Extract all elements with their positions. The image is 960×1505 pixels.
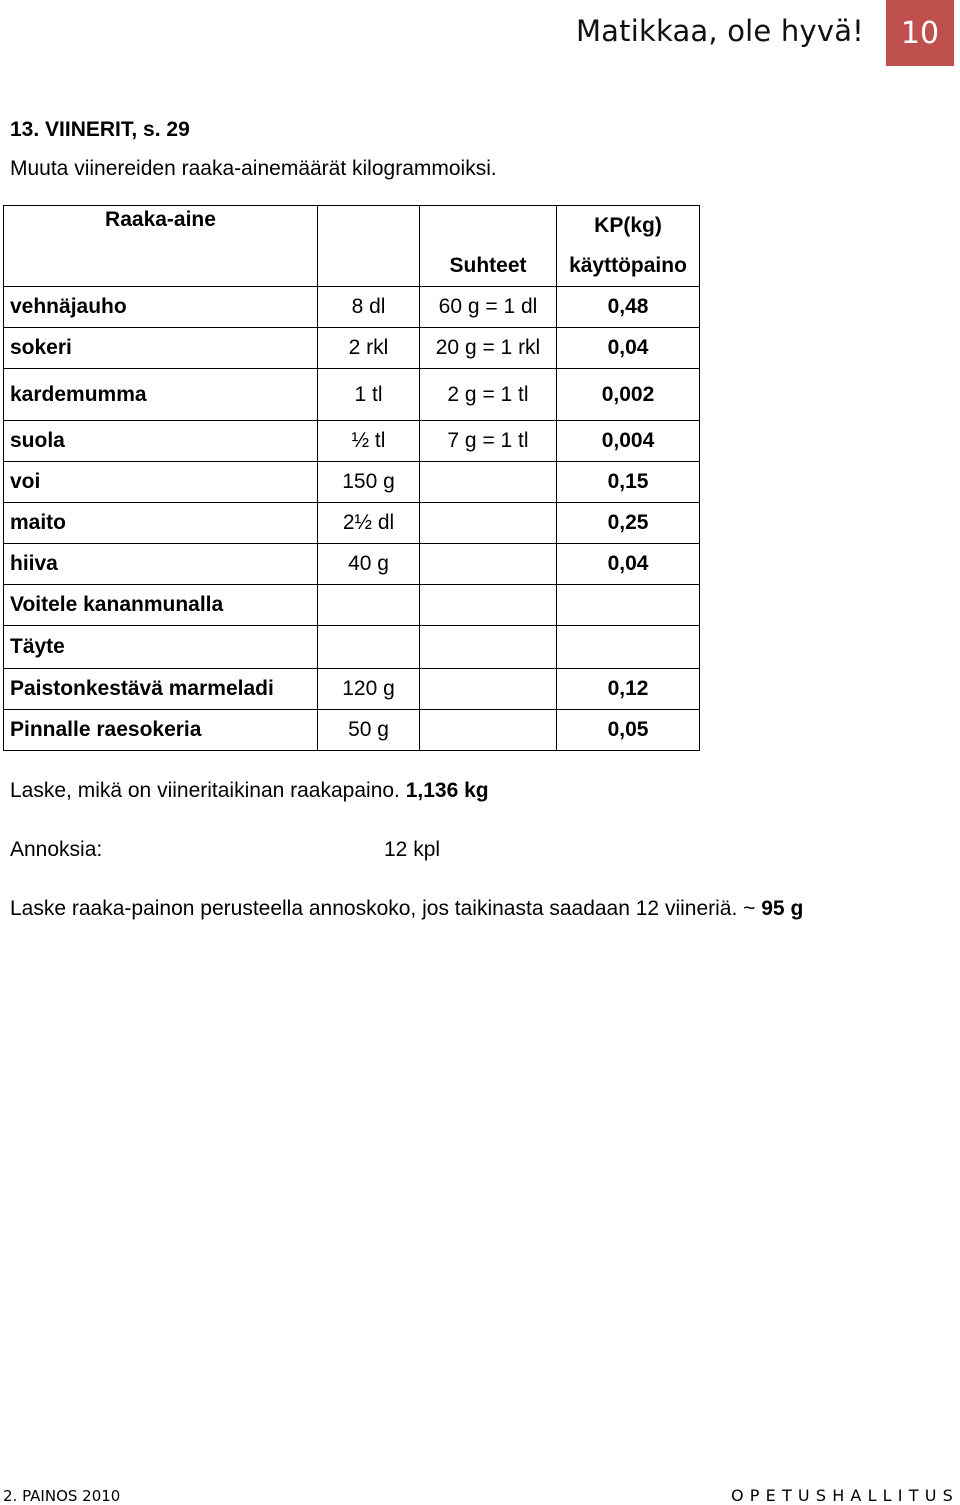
ingredient-ratio: [420, 669, 557, 710]
table-row: [4, 544, 700, 585]
header-ratios-top-empty: [420, 206, 557, 247]
ingredient-ratio: [420, 585, 557, 626]
ingredient-kp: 0,04: [557, 544, 700, 585]
table-row: [4, 287, 700, 328]
ingredient-kp: 0,05: [557, 710, 700, 751]
ingredient-name: vehnäjauho: [4, 287, 318, 328]
ingredient-amount: 2½ dl: [318, 503, 420, 544]
question-portion-size-text: Laske raaka-painon perusteella annoskoko, jos taikinasta saadaan 12 viineriä. ~: [10, 897, 756, 920]
ingredient-amount: 120 g: [318, 669, 420, 710]
exercise-title: 13. VIINERIT, s. 29: [10, 118, 190, 141]
ingredient-amount: [318, 585, 420, 626]
ingredient-name: voi: [4, 462, 318, 503]
header-ratios: Suhteet: [420, 246, 557, 287]
portions-label: Annoksia:: [10, 838, 103, 861]
ingredient-amount: 150 g: [318, 462, 420, 503]
ingredient-amount: [318, 626, 420, 669]
question-raw-weight-answer: 1,136 kg: [405, 779, 489, 802]
ingredient-kp: 0,04: [557, 328, 700, 369]
table-row: [4, 421, 700, 462]
header-kp-subtitle: käyttöpaino: [557, 246, 700, 287]
portions-value: 12 kpl: [384, 838, 441, 861]
ingredient-kp: 0,48: [557, 287, 700, 328]
ingredient-amount: ½ tl: [318, 421, 420, 462]
ingredient-name: Pinnalle raesokeria: [4, 710, 318, 751]
ingredient-amount: 50 g: [318, 710, 420, 751]
table-row: [4, 503, 700, 544]
question-portion-size: [10, 897, 803, 921]
ingredient-ratio: 20 g = 1 rkl: [420, 328, 557, 369]
header-kp: KP(kg): [557, 206, 700, 247]
footer-publisher: OPETUSHALLITUS: [731, 1486, 959, 1505]
table-row: [4, 585, 700, 626]
ingredient-name: Täyte: [4, 626, 318, 669]
ingredient-amount: 40 g: [318, 544, 420, 585]
ingredient-name: sokeri: [4, 328, 318, 369]
question-raw-weight: [10, 779, 489, 803]
ingredient-ratio: 7 g = 1 tl: [420, 421, 557, 462]
table-row: [4, 710, 700, 751]
ingredients-table: [3, 205, 700, 751]
ingredient-name: Paistonkestävä marmeladi: [4, 669, 318, 710]
question-raw-weight-text: Laske, mikä on viineritaikinan raakapaino.: [10, 779, 400, 802]
page-header-title: Matikkaa, ole hyvä!: [575, 14, 864, 48]
ingredient-kp: 0,15: [557, 462, 700, 503]
ingredient-ratio: 2 g = 1 tl: [420, 369, 557, 421]
ingredient-ratio: 60 g = 1 dl: [420, 287, 557, 328]
ingredient-kp: [557, 626, 700, 669]
ingredient-ratio: [420, 503, 557, 544]
ingredient-ratio: [420, 544, 557, 585]
ingredient-amount: 1 tl: [318, 369, 420, 421]
table-row: [4, 626, 700, 669]
ingredient-name: maito: [4, 503, 318, 544]
ingredient-amount: 2 rkl: [318, 328, 420, 369]
question-portion-size-answer: 95 g: [761, 897, 804, 920]
ingredient-name: Voitele kananmunalla: [4, 585, 318, 626]
ingredient-kp: 0,25: [557, 503, 700, 544]
ingredient-name: suola: [4, 421, 318, 462]
ingredient-kp: 0,002: [557, 369, 700, 421]
ingredient-ratio: [420, 626, 557, 669]
ingredient-kp: [557, 585, 700, 626]
exercise-instruction: Muuta viinereiden raaka-ainemäärät kilogrammoiksi.: [10, 157, 497, 180]
ingredient-name: hiiva: [4, 544, 318, 585]
ingredient-name: kardemumma: [4, 369, 318, 421]
ingredient-ratio: [420, 710, 557, 751]
ingredient-kp: 0,12: [557, 669, 700, 710]
page-number-badge: 10: [886, 0, 954, 66]
ingredient-amount: 8 dl: [318, 287, 420, 328]
header-amount-empty: [318, 206, 420, 287]
table-row: [4, 462, 700, 503]
footer-edition: 2. PAINOS 2010: [3, 1487, 121, 1505]
table-row: [4, 669, 700, 710]
table-row: [4, 328, 700, 369]
ingredient-kp: 0,004: [557, 421, 700, 462]
table-row: [4, 369, 700, 421]
header-ingredient: Raaka-aine: [4, 206, 318, 287]
ingredient-ratio: [420, 462, 557, 503]
